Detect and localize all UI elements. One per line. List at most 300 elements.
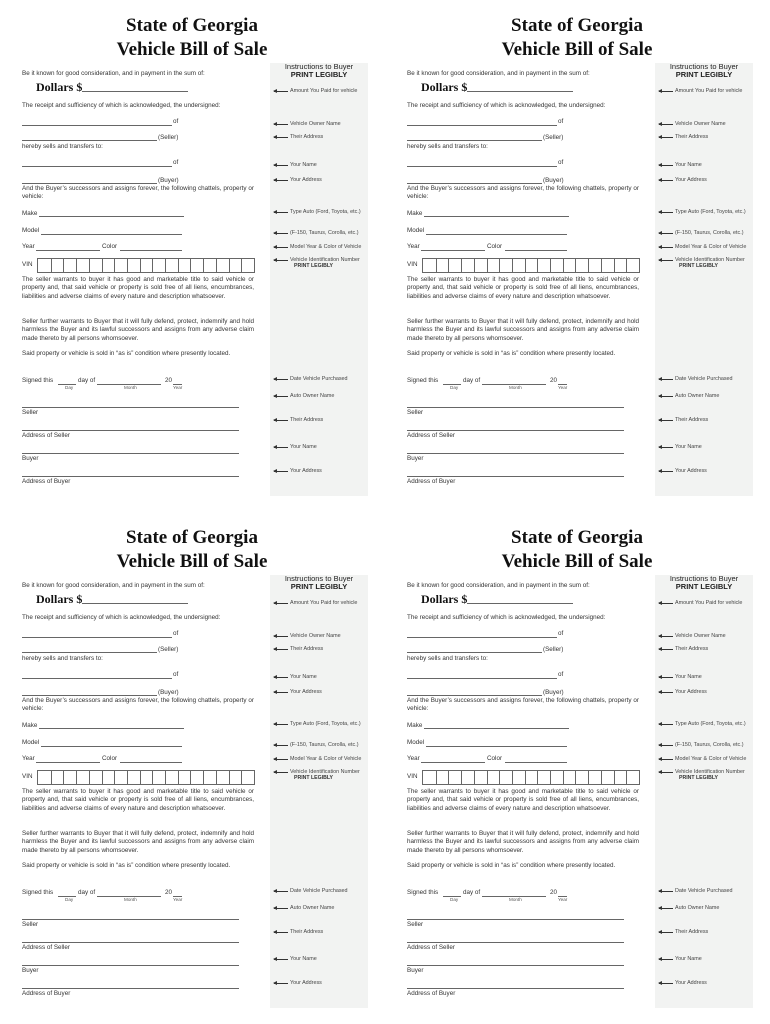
arrow-left-icon [659, 677, 673, 678]
arrow-left-icon [659, 260, 673, 261]
buyer-name-field[interactable] [22, 166, 172, 167]
buyer-address-field[interactable] [22, 183, 157, 184]
vin-input-boxes[interactable] [422, 770, 640, 785]
seller-address-line[interactable] [22, 430, 239, 431]
hint-owner-name: Vehicle Owner Name [659, 633, 755, 639]
arrow-left-icon [659, 908, 673, 909]
seller-label: Seller [22, 409, 39, 416]
color-field[interactable] [505, 250, 567, 251]
title-line-2: Vehicle Bill of Sale [116, 551, 268, 572]
dollars-label: Dollars $ [36, 592, 83, 606]
address-of-seller-label: Address of Seller [22, 944, 70, 951]
arrow-left-icon [274, 379, 288, 380]
vin-digit-cell[interactable] [114, 771, 115, 784]
hint-owner-name: Vehicle Owner Name [659, 121, 755, 127]
day-sub-label: Day [65, 897, 74, 902]
color-field[interactable] [120, 250, 182, 251]
vin-digit-cell[interactable] [525, 771, 526, 784]
hint-model-year-color: Model Year & Color of Vehicle [659, 756, 755, 762]
of-label: of [173, 118, 179, 125]
seller-address-line[interactable] [22, 942, 239, 943]
seller-address-field[interactable] [407, 140, 542, 141]
buyer-signature-field[interactable] [407, 453, 624, 454]
vin-digit-cell[interactable] [127, 771, 128, 784]
transfers-text: hereby sells and transfers to: [22, 655, 103, 662]
make-field[interactable] [424, 728, 569, 729]
seller-signature-field[interactable] [22, 919, 239, 920]
hint-their-address-2: Their Address [274, 929, 370, 935]
arrow-left-icon [274, 636, 288, 637]
buyer-address-line[interactable] [22, 476, 239, 477]
vin-input-boxes[interactable] [37, 770, 255, 785]
vin-digit-cell[interactable] [499, 259, 500, 272]
day-of-label: day of [463, 889, 481, 896]
signed-this-label: Signed this [22, 889, 54, 896]
year-field[interactable] [36, 250, 100, 251]
buyer-address-line[interactable] [407, 988, 624, 989]
year-field[interactable] [421, 250, 485, 251]
hint-auto-owner-name: Auto Owner Name [659, 905, 755, 911]
year-prefix-label: 20 [550, 377, 558, 384]
vin-digit-cell[interactable] [89, 771, 90, 784]
year-field[interactable] [421, 762, 485, 763]
seller-paren-label: (Seller) [158, 646, 179, 653]
arrow-left-icon [274, 983, 288, 984]
hint-your-name: Your Name [659, 674, 755, 680]
color-label: Color [487, 243, 503, 250]
arrow-left-icon [659, 745, 673, 746]
hint-type-auto: Type Auto (Ford, Toyota, etc.) [274, 721, 370, 727]
seller-address-line[interactable] [407, 942, 624, 943]
vin-digit-cell[interactable] [178, 259, 179, 272]
instructions-column [270, 575, 368, 1008]
year-sub-label: Year [558, 385, 568, 390]
hint-owner-name: Vehicle Owner Name [274, 633, 370, 639]
vin-digit-cell[interactable] [152, 259, 153, 272]
arrow-left-icon [274, 447, 288, 448]
year-sub-label: Year [173, 385, 183, 390]
buyer-name-field[interactable] [407, 678, 557, 679]
vin-digit-cell[interactable] [89, 259, 90, 272]
instructions-title: Instructions to Buyer [284, 62, 354, 71]
vin-digit-cell[interactable] [550, 259, 551, 272]
year-label: Year [22, 755, 35, 762]
vin-digit-cell[interactable] [229, 771, 230, 784]
instructions-title: Instructions to Buyer [284, 574, 354, 583]
arrow-left-icon [659, 759, 673, 760]
vin-digit-cell[interactable] [626, 771, 627, 784]
vin-digit-cell[interactable] [601, 259, 602, 272]
color-label: Color [487, 755, 503, 762]
hint-type-auto: Type Auto (Ford, Toyota, etc.) [274, 209, 370, 215]
arrow-left-icon [659, 180, 673, 181]
color-field[interactable] [120, 762, 182, 763]
arrow-left-icon [274, 677, 288, 678]
vin-digit-cell[interactable] [487, 259, 488, 272]
color-field[interactable] [505, 762, 567, 763]
buyer-signature-field[interactable] [407, 965, 624, 966]
vin-digit-cell[interactable] [140, 771, 141, 784]
of-label-2: of [173, 671, 179, 678]
year-label: Year [22, 243, 35, 250]
chattels-text: And the Buyer’s successors and assigns forever, the following chattels, property or vehicle: [407, 697, 639, 713]
vin-digit-cell[interactable] [461, 771, 462, 784]
instructions-header [270, 575, 368, 591]
instructions-header [270, 63, 368, 79]
hint-your-address-2: Your Address [274, 980, 370, 986]
day-sub-label: Day [450, 897, 459, 902]
hint-your-address: Your Address [659, 177, 755, 183]
vin-digit-cell[interactable] [588, 771, 589, 784]
intro-text: Be it known for good consideration, and in payment in the sum of: [22, 582, 205, 589]
vin-digit-cell[interactable] [448, 771, 449, 784]
vin-digit-cell[interactable] [537, 771, 538, 784]
hint-date-purchased: Date Vehicle Purchased [659, 888, 755, 894]
amount-field[interactable] [82, 603, 188, 604]
year-prefix-label: 20 [165, 377, 173, 384]
arrow-left-icon [274, 724, 288, 725]
hint-their-address: Their Address [274, 646, 370, 652]
instructions-header [655, 63, 753, 79]
year-sub-label: Year [173, 897, 183, 902]
buyer-name-field[interactable] [407, 166, 557, 167]
hint-vin: Vehicle Identification Number PRINT LEGIBLY [274, 769, 370, 781]
vin-digit-cell[interactable] [499, 771, 500, 784]
arrow-left-icon [274, 932, 288, 933]
vin-digit-cell[interactable] [575, 259, 576, 272]
vin-input-boxes[interactable] [37, 258, 255, 273]
buyer-paren-label: (Buyer) [543, 177, 564, 184]
seller-address-line[interactable] [407, 430, 624, 431]
arrow-left-icon [659, 724, 673, 725]
vin-digit-cell[interactable] [448, 259, 449, 272]
title-line-2: Vehicle Bill of Sale [116, 39, 268, 60]
vin-digit-cell[interactable] [76, 259, 77, 272]
vin-digit-cell[interactable] [76, 771, 77, 784]
year-prefix-label: 20 [550, 889, 558, 896]
owner-name-field[interactable] [407, 125, 557, 126]
arrow-left-icon [659, 649, 673, 650]
vin-digit-cell[interactable] [525, 259, 526, 272]
arrow-left-icon [659, 91, 673, 92]
warranty-paragraph-2: Seller further warrants to Buyer that it will fully defend, protect, indemnify and hold harmless the Buyer and its lawful successors and assigns from any adverse claim made thereto by all persons whomsoever. [22, 830, 254, 854]
vin-digit-cell[interactable] [203, 771, 204, 784]
buyer-address-field[interactable] [407, 695, 542, 696]
arrow-left-icon [274, 260, 288, 261]
hint-amount: Amount You Paid for vehicle [659, 600, 755, 606]
arrow-left-icon [274, 603, 288, 604]
instructions-print-legibly: PRINT LEGIBLY [290, 70, 348, 79]
seller-paren-label: (Seller) [543, 646, 564, 653]
seller-signature-field[interactable] [407, 919, 624, 920]
amount-field[interactable] [467, 91, 573, 92]
arrow-left-icon [659, 165, 673, 166]
month-sub-label: Month [509, 897, 522, 902]
vin-digit-cell[interactable] [102, 771, 103, 784]
title-line-1: State of Georgia [126, 527, 258, 548]
arrow-left-icon [659, 959, 673, 960]
seller-address-field[interactable] [22, 652, 157, 653]
instructions-column [270, 63, 368, 496]
vin-digit-cell[interactable] [614, 259, 615, 272]
model-field[interactable] [426, 746, 567, 747]
vin-label: VIN [22, 773, 33, 780]
buyer-paren-label: (Buyer) [543, 689, 564, 696]
hint-your-name-2: Your Name [274, 956, 370, 962]
as-is-paragraph: Said property or vehicle is sold in “as is” condition where presently located. [407, 862, 616, 869]
vin-digit-cell[interactable] [178, 771, 179, 784]
buyer-address-field[interactable] [22, 695, 157, 696]
make-label: Make [407, 722, 423, 729]
hint-their-address: Their Address [659, 646, 755, 652]
amount-field[interactable] [82, 91, 188, 92]
hint-owner-name: Vehicle Owner Name [274, 121, 370, 127]
buyer-paren-label: (Buyer) [158, 177, 179, 184]
arrow-left-icon [659, 447, 673, 448]
hint-model: (F-150, Taurus, Corolla, etc.) [274, 742, 370, 748]
vin-digit-cell[interactable] [241, 771, 242, 784]
model-field[interactable] [41, 746, 182, 747]
owner-name-field[interactable] [22, 125, 172, 126]
vin-digit-cell[interactable] [563, 259, 564, 272]
vin-digit-cell[interactable] [474, 771, 475, 784]
vin-digit-cell[interactable] [190, 259, 191, 272]
warranty-paragraph-1: The seller warrants to buyer it has good and marketable title to said vehicle or property and, that said vehicle or property is sold free of all liens, encumbrances, liabilities and adverse claims of every nature and description whatsoever. [22, 788, 254, 812]
buyer-signature-field[interactable] [22, 965, 239, 966]
arrow-left-icon [659, 636, 673, 637]
arrow-left-icon [274, 91, 288, 92]
arrow-left-icon [274, 247, 288, 248]
vin-digit-cell[interactable] [241, 259, 242, 272]
vin-input-boxes[interactable] [422, 258, 640, 273]
signed-this-label: Signed this [407, 889, 439, 896]
month-sub-label: Month [124, 897, 137, 902]
vin-digit-cell[interactable] [102, 259, 103, 272]
seller-address-field[interactable] [22, 140, 157, 141]
transfers-text: hereby sells and transfers to: [22, 143, 103, 150]
arrow-left-icon [274, 165, 288, 166]
seller-paren-label: (Seller) [158, 134, 179, 141]
seller-label: Seller [407, 921, 424, 928]
owner-name-field[interactable] [407, 637, 557, 638]
hint-your-address-2: Your Address [274, 468, 370, 474]
buyer-address-line[interactable] [22, 988, 239, 989]
transfers-text: hereby sells and transfers to: [407, 143, 488, 150]
arrow-left-icon [274, 471, 288, 472]
instructions-column [655, 575, 753, 1008]
form-title [22, 14, 362, 62]
receipt-text: The receipt and sufficiency of which is acknowledged, the undersigned: [22, 102, 221, 109]
arrow-left-icon [274, 212, 288, 213]
hint-your-address: Your Address [659, 689, 755, 695]
form-title [407, 14, 747, 62]
transfers-text: hereby sells and transfers to: [407, 655, 488, 662]
vin-label: VIN [22, 261, 33, 268]
instructions-title: Instructions to Buyer [669, 574, 739, 583]
vin-digit-cell[interactable] [575, 771, 576, 784]
arrow-left-icon [659, 247, 673, 248]
instructions-title: Instructions to Buyer [669, 62, 739, 71]
vin-digit-cell[interactable] [140, 259, 141, 272]
receipt-text: The receipt and sufficiency of which is acknowledged, the undersigned: [407, 614, 606, 621]
instructions-header [655, 575, 753, 591]
month-sub-label: Month [124, 385, 137, 390]
of-label: of [558, 630, 564, 637]
owner-name-field[interactable] [22, 637, 172, 638]
make-field[interactable] [39, 728, 184, 729]
intro-text: Be it known for good consideration, and in payment in the sum of: [407, 582, 590, 589]
seller-signature-field[interactable] [22, 407, 239, 408]
hint-vin: Vehicle Identification Number PRINT LEGIBLY [659, 257, 755, 269]
seller-address-field[interactable] [407, 652, 542, 653]
buyer-signature-field[interactable] [22, 453, 239, 454]
receipt-text: The receipt and sufficiency of which is acknowledged, the undersigned: [22, 614, 221, 621]
hint-auto-owner-name: Auto Owner Name [274, 905, 370, 911]
vin-digit-cell[interactable] [127, 259, 128, 272]
hint-vin: Vehicle Identification Number PRINT LEGIBLY [659, 769, 755, 781]
vin-digit-cell[interactable] [614, 771, 615, 784]
vin-digit-cell[interactable] [550, 771, 551, 784]
day-sub-label: Day [450, 385, 459, 390]
warranty-paragraph-1: The seller warrants to buyer it has good and marketable title to said vehicle or property and, that said vehicle or property is sold free of all liens, encumbrances, liabilities and adverse claims of every nature and description whatsoever. [407, 788, 639, 812]
vin-digit-cell[interactable] [512, 259, 513, 272]
vin-digit-cell[interactable] [537, 259, 538, 272]
address-of-seller-label: Address of Seller [22, 432, 70, 439]
hint-auto-owner-name: Auto Owner Name [659, 393, 755, 399]
hint-your-name: Your Name [274, 162, 370, 168]
dollars-label: Dollars $ [36, 80, 83, 94]
hint-their-address-2: Their Address [659, 929, 755, 935]
make-label: Make [22, 210, 38, 217]
seller-signature-field[interactable] [407, 407, 624, 408]
color-label: Color [102, 755, 118, 762]
hint-date-purchased: Date Vehicle Purchased [659, 376, 755, 382]
vin-digit-cell[interactable] [474, 259, 475, 272]
buyer-name-field[interactable] [22, 678, 172, 679]
arrow-left-icon [659, 124, 673, 125]
as-is-paragraph: Said property or vehicle is sold in “as is” condition where presently located. [407, 350, 616, 357]
of-label: of [173, 630, 179, 637]
model-field[interactable] [41, 234, 182, 235]
of-label: of [558, 118, 564, 125]
of-label-2: of [558, 671, 564, 678]
year-sub-label: Year [558, 897, 568, 902]
buyer-label: Buyer [22, 455, 39, 462]
vin-digit-cell[interactable] [51, 259, 52, 272]
vin-digit-cell[interactable] [165, 771, 166, 784]
arrow-left-icon [274, 124, 288, 125]
vin-digit-cell[interactable] [436, 771, 437, 784]
bill-of-sale-form-top-right [407, 0, 759, 490]
hint-their-address: Their Address [659, 134, 755, 140]
vin-digit-cell[interactable] [436, 259, 437, 272]
hint-model: (F-150, Taurus, Corolla, etc.) [659, 742, 755, 748]
make-field[interactable] [424, 216, 569, 217]
arrow-left-icon [659, 212, 673, 213]
arrow-left-icon [659, 932, 673, 933]
arrow-left-icon [659, 233, 673, 234]
buyer-address-field[interactable] [407, 183, 542, 184]
vin-digit-cell[interactable] [190, 771, 191, 784]
color-label: Color [102, 243, 118, 250]
day-of-label: day of [78, 889, 96, 896]
dollars-label: Dollars $ [421, 592, 468, 606]
vin-digit-cell[interactable] [152, 771, 153, 784]
vin-digit-cell[interactable] [165, 259, 166, 272]
instructions-column [655, 63, 753, 496]
hint-your-name-2: Your Name [659, 956, 755, 962]
make-label: Make [22, 722, 38, 729]
instructions-print-legibly: PRINT LEGIBLY [675, 582, 733, 591]
buyer-label: Buyer [22, 967, 39, 974]
vin-digit-cell[interactable] [601, 771, 602, 784]
seller-label: Seller [22, 921, 39, 928]
vin-digit-cell[interactable] [512, 771, 513, 784]
vin-digit-cell[interactable] [216, 771, 217, 784]
arrow-left-icon [274, 759, 288, 760]
arrow-left-icon [274, 745, 288, 746]
model-label: Model [407, 739, 425, 746]
arrow-left-icon [659, 471, 673, 472]
year-label: Year [407, 755, 420, 762]
vin-digit-cell[interactable] [626, 259, 627, 272]
hint-your-address-2: Your Address [659, 980, 755, 986]
arrow-left-icon [274, 959, 288, 960]
vin-digit-cell[interactable] [588, 259, 589, 272]
signed-this-label: Signed this [22, 377, 54, 384]
hint-your-address-2: Your Address [659, 468, 755, 474]
model-label: Model [22, 739, 40, 746]
vin-digit-cell[interactable] [216, 259, 217, 272]
dollars-label: Dollars $ [421, 80, 468, 94]
hint-model: (F-150, Taurus, Corolla, etc.) [659, 230, 755, 236]
address-of-seller-label: Address of Seller [407, 944, 455, 951]
address-of-buyer-label: Address of Buyer [22, 990, 71, 997]
vin-digit-cell[interactable] [461, 259, 462, 272]
make-field[interactable] [39, 216, 184, 217]
form-title [407, 526, 747, 574]
warranty-paragraph-1: The seller warrants to buyer it has good and marketable title to said vehicle or property and, that said vehicle or property is sold free of all liens, encumbrances, liabilities and adverse claims of every nature and description whatsoever. [407, 276, 639, 300]
arrow-left-icon [274, 772, 288, 773]
arrow-left-icon [274, 137, 288, 138]
vin-digit-cell[interactable] [487, 771, 488, 784]
hint-amount: Amount You Paid for vehicle [274, 600, 370, 606]
hint-your-address: Your Address [274, 689, 370, 695]
amount-field[interactable] [467, 603, 573, 604]
hint-model-year-color: Model Year & Color of Vehicle [274, 244, 370, 250]
hint-vin: Vehicle Identification Number PRINT LEGIBLY [274, 257, 370, 269]
vin-digit-cell[interactable] [63, 259, 64, 272]
vin-label: VIN [407, 773, 418, 780]
vin-digit-cell[interactable] [203, 259, 204, 272]
year-field[interactable] [36, 762, 100, 763]
instructions-print-legibly: PRINT LEGIBLY [290, 582, 348, 591]
year-label: Year [407, 243, 420, 250]
vin-digit-cell[interactable] [563, 771, 564, 784]
make-label: Make [407, 210, 423, 217]
instructions-print-legibly: PRINT LEGIBLY [675, 70, 733, 79]
intro-text: Be it known for good consideration, and in payment in the sum of: [407, 70, 590, 77]
year-prefix-label: 20 [165, 889, 173, 896]
buyer-address-line[interactable] [407, 476, 624, 477]
of-label-2: of [558, 159, 564, 166]
vin-digit-cell[interactable] [114, 259, 115, 272]
vin-digit-cell[interactable] [51, 771, 52, 784]
vin-digit-cell[interactable] [63, 771, 64, 784]
model-field[interactable] [426, 234, 567, 235]
hint-amount: Amount You Paid for vehicle [274, 88, 370, 94]
vin-digit-cell[interactable] [229, 259, 230, 272]
